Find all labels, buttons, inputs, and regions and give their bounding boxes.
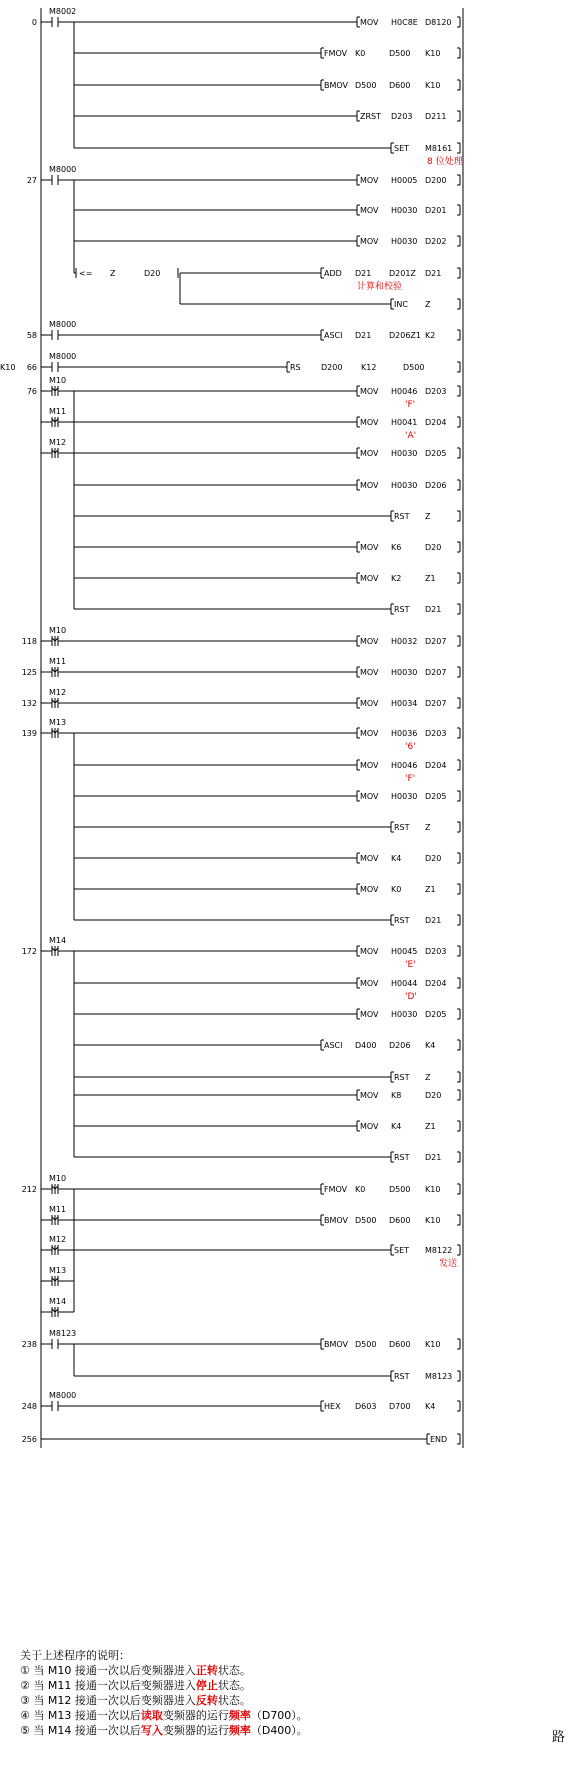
compare-operator: <= (79, 269, 93, 278)
instruction-operand: D201 (425, 206, 447, 215)
step-number: 0 (31, 18, 37, 27)
contact-label: M12 (49, 438, 67, 447)
instruction-operand: Z (425, 823, 431, 832)
instruction-mnemonic: MOV (360, 1010, 379, 1019)
note-text: （D400）。 (250, 1724, 308, 1737)
instruction-operand: D500 (355, 1340, 377, 1349)
instruction-mnemonic: MOV (360, 574, 379, 583)
instruction-operand: H0030 (391, 449, 418, 458)
instruction-operand: M8122 (425, 1246, 453, 1255)
instruction-mnemonic: FMOV (324, 1185, 348, 1194)
instruction-operand: D204 (425, 418, 447, 427)
contact-label: M13 (49, 718, 67, 727)
instruction-mnemonic: MOV (360, 481, 379, 490)
contact-label: M11 (49, 407, 67, 416)
instruction-mnemonic: MOV (360, 792, 379, 801)
contact-label: M8000 (49, 165, 77, 174)
instruction-operand: H0046 (391, 761, 418, 770)
annotation-note: 'F' (405, 400, 416, 410)
note-highlight: 频率 (228, 1709, 251, 1722)
note-line (20, 1693, 560, 1708)
note-line (20, 1708, 560, 1723)
instruction-mnemonic: BMOV (324, 81, 349, 90)
note-text: ② 当 M11 接通一次以后变频器进入 (20, 1679, 196, 1692)
annotation-note: 8 位处理 (427, 157, 463, 167)
instruction-operand: Z1 (425, 574, 436, 583)
instruction-operand: D203 (425, 947, 447, 956)
instruction-mnemonic: MOV (360, 761, 379, 770)
instruction-operand: Z (425, 1073, 431, 1082)
instruction-operand: Z1 (425, 885, 436, 894)
instruction-mnemonic: ASCI (324, 1041, 343, 1050)
instruction-operand: H0030 (391, 668, 418, 677)
instruction-mnemonic: SET (394, 1246, 410, 1255)
contact-label: M8123 (49, 1329, 77, 1338)
instruction-mnemonic: MOV (360, 1091, 379, 1100)
instruction-operand: D20 (425, 1091, 442, 1100)
instruction-operand: H0032 (391, 637, 418, 646)
note-highlight: 反转 (195, 1694, 218, 1707)
step-number: 66 (26, 363, 37, 372)
instruction-mnemonic: MOV (360, 979, 379, 988)
instruction-mnemonic: MOV (360, 543, 379, 552)
instruction-operand: D603 (355, 1402, 377, 1411)
instruction-mnemonic: ZRST (360, 112, 382, 121)
step-number: 132 (21, 699, 37, 708)
note-highlight: 频率 (228, 1724, 251, 1737)
instruction-operand: D21 (425, 605, 442, 614)
notes-list (20, 1663, 560, 1738)
step-number: 125 (21, 668, 37, 677)
instruction-mnemonic: MOV (360, 637, 379, 646)
contact-label: M13 (49, 1266, 67, 1275)
instruction-operand: D204 (425, 761, 447, 770)
instruction-mnemonic: RST (394, 823, 410, 832)
instruction-mnemonic: MOV (360, 18, 379, 27)
step-number: 212 (21, 1185, 37, 1194)
instruction-operand: H0C8E (391, 18, 418, 27)
instruction-operand: K10 (425, 1340, 441, 1349)
instruction-operand: M8123 (425, 1372, 453, 1381)
instruction-mnemonic: ASCI (324, 331, 343, 340)
instruction-mnemonic: RST (394, 1372, 410, 1381)
instruction-operand: K6 (391, 543, 402, 552)
instruction-operand: H0041 (391, 418, 418, 427)
instruction-operand: H0030 (391, 1010, 418, 1019)
instruction-operand: D211 (425, 112, 447, 121)
instruction-operand: H0046 (391, 387, 418, 396)
instruction-mnemonic: SET (394, 144, 410, 153)
annotation-note: 'F' (405, 774, 416, 784)
instruction-operand: D600 (389, 81, 411, 90)
instruction-operand: K10 (0, 363, 16, 372)
note-text: 变频器的运行 (162, 1724, 229, 1737)
annotation-note: 发送 (439, 1259, 458, 1269)
note-highlight: 写入 (140, 1724, 163, 1737)
step-number: 238 (21, 1340, 37, 1349)
note-text: ③ 当 M12 接通一次以后变频器进入 (20, 1694, 196, 1707)
contact-label: M10 (49, 376, 67, 385)
instruction-mnemonic: MOV (360, 418, 379, 427)
instruction-mnemonic: FMOV (324, 49, 348, 58)
instruction-mnemonic: MOV (360, 699, 379, 708)
step-number: 248 (21, 1402, 37, 1411)
step-number: 27 (26, 176, 37, 185)
instruction-operand: D500 (403, 363, 425, 372)
instruction-operand: D400 (355, 1041, 377, 1050)
instruction-mnemonic: RST (394, 916, 410, 925)
instruction-operand: D700 (389, 1402, 411, 1411)
instruction-operand: D20 (425, 854, 442, 863)
instruction-operand: D207 (425, 699, 447, 708)
instruction-operand: D21 (355, 269, 372, 278)
instruction-operand: K12 (361, 363, 377, 372)
instruction-operand: H0034 (391, 699, 418, 708)
instruction-operand: K0 (355, 1185, 366, 1194)
instruction-operand: K10 (425, 1185, 441, 1194)
compare-operand: D20 (144, 269, 161, 278)
instruction-operand: K4 (391, 854, 402, 863)
contact-label: M8000 (49, 1391, 77, 1400)
instruction-operand: K10 (425, 49, 441, 58)
instruction-mnemonic: RS (290, 363, 301, 372)
compare-operand: Z (110, 269, 116, 278)
note-line (20, 1663, 560, 1678)
instruction-operand: D201Z (389, 269, 416, 278)
annotation-note: '6' (405, 742, 416, 752)
instruction-mnemonic: MOV (360, 885, 379, 894)
step-number: 76 (26, 387, 37, 396)
instruction-operand: D21 (425, 1153, 442, 1162)
instruction-mnemonic: RST (394, 605, 410, 614)
note-text: （D700）。 (250, 1709, 308, 1722)
instruction-operand: K4 (391, 1122, 402, 1131)
instruction-mnemonic: END (430, 1435, 448, 1444)
contact-label: M12 (49, 688, 67, 697)
instruction-mnemonic: MOV (360, 854, 379, 863)
instruction-mnemonic: ADD (324, 269, 342, 278)
instruction-mnemonic: BMOV (324, 1340, 349, 1349)
contact-label: M14 (49, 1297, 67, 1306)
instruction-operand: D500 (355, 1216, 377, 1225)
instruction-operand: D8120 (425, 18, 452, 27)
note-text: 状态。 (217, 1664, 251, 1677)
contact-label: M11 (49, 657, 67, 666)
instruction-operand: D207 (425, 668, 447, 677)
note-text: ① 当 M10 接通一次以后变频器进入 (20, 1664, 196, 1677)
instruction-mnemonic: MOV (360, 668, 379, 677)
instruction-operand: H0045 (391, 947, 418, 956)
instruction-operand: D205 (425, 792, 447, 801)
program-notes (20, 1648, 560, 1738)
instruction-operand: D200 (425, 176, 447, 185)
instruction-mnemonic: MOV (360, 947, 379, 956)
instruction-operand: Z (425, 300, 431, 309)
instruction-operand: K8 (391, 1091, 402, 1100)
step-number: 58 (26, 331, 37, 340)
instruction-mnemonic: RST (394, 1073, 410, 1082)
note-highlight: 停止 (195, 1679, 218, 1692)
instruction-operand: K0 (355, 49, 366, 58)
contact-label: M8000 (49, 320, 77, 329)
instruction-operand: D206 (389, 1041, 411, 1050)
instruction-operand: D206 (425, 481, 447, 490)
instruction-operand: D207 (425, 637, 447, 646)
instruction-operand: D500 (389, 49, 411, 58)
instruction-mnemonic: MOV (360, 729, 379, 738)
instruction-mnemonic: RST (394, 1153, 410, 1162)
contact-label: M14 (49, 936, 67, 945)
step-number: 118 (21, 637, 37, 646)
instruction-operand: K0 (391, 885, 402, 894)
instruction-operand: D203 (425, 729, 447, 738)
instruction-mnemonic: HEX (324, 1402, 341, 1411)
instruction-operand: M8161 (425, 144, 453, 153)
instruction-operand: H0030 (391, 792, 418, 801)
instruction-mnemonic: MOV (360, 449, 379, 458)
contact-label: M10 (49, 1174, 67, 1183)
instruction-operand: H0030 (391, 206, 418, 215)
contact-label: M8002 (49, 7, 77, 16)
instruction-operand: D21 (425, 916, 442, 925)
instruction-mnemonic: MOV (360, 206, 379, 215)
instruction-operand: H0030 (391, 237, 418, 246)
note-line (20, 1678, 560, 1693)
instruction-operand: K10 (425, 1216, 441, 1225)
instruction-operand: K2 (391, 574, 402, 583)
step-number: 139 (21, 729, 37, 738)
annotation-note: 'A' (405, 431, 417, 441)
note-line (20, 1723, 560, 1738)
instruction-operand: D203 (391, 112, 413, 121)
instruction-mnemonic: RST (394, 512, 410, 521)
instruction-operand: K2 (425, 331, 436, 340)
signature: 路 (552, 1730, 566, 1745)
instruction-operand: D21 (355, 331, 372, 340)
instruction-operand: D203 (425, 387, 447, 396)
instruction-operand: H0044 (391, 979, 418, 988)
instruction-operand: D205 (425, 449, 447, 458)
instruction-operand: D600 (389, 1216, 411, 1225)
annotation-note: 'D' (405, 992, 417, 1002)
contact-label: M8000 (49, 352, 77, 361)
instruction-operand: D205 (425, 1010, 447, 1019)
note-highlight: 正转 (195, 1664, 218, 1677)
instruction-mnemonic: INC (394, 300, 408, 309)
instruction-operand: D204 (425, 979, 447, 988)
note-highlight: 读取 (140, 1709, 163, 1722)
instruction-operand: K10 (425, 81, 441, 90)
instruction-operand: D202 (425, 237, 447, 246)
instruction-operand: H0030 (391, 481, 418, 490)
instruction-operand: D500 (389, 1185, 411, 1194)
instruction-mnemonic: MOV (360, 176, 379, 185)
note-text: 变频器的运行 (162, 1709, 229, 1722)
instruction-operand: D500 (355, 81, 377, 90)
note-text: ④ 当 M13 接通一次以后 (20, 1709, 141, 1722)
instruction-mnemonic: MOV (360, 237, 379, 246)
instruction-operand: D200 (321, 363, 343, 372)
step-number: 172 (21, 947, 37, 956)
instruction-operand: D600 (389, 1340, 411, 1349)
instruction-operand: K4 (425, 1402, 436, 1411)
contact-label: M12 (49, 1235, 67, 1244)
instruction-operand: Z (425, 512, 431, 521)
step-number: 256 (21, 1435, 37, 1444)
instruction-operand: Z1 (425, 1122, 436, 1131)
annotation-note: 计算和校验 (357, 282, 403, 292)
instruction-operand: K4 (425, 1041, 436, 1050)
note-text: ⑤ 当 M14 接通一次以后 (20, 1724, 141, 1737)
instruction-operand: H0005 (391, 176, 418, 185)
instruction-operand: D20 (425, 543, 442, 552)
note-text: 状态。 (217, 1694, 251, 1707)
instruction-operand: H0036 (391, 729, 418, 738)
contact-label: M11 (49, 1205, 67, 1214)
contact-label: M10 (49, 626, 67, 635)
instruction-operand: D206Z1 (389, 331, 421, 340)
notes-title: 关于上述程序的说明： (20, 1649, 130, 1662)
instruction-mnemonic: MOV (360, 387, 379, 396)
instruction-mnemonic: BMOV (324, 1216, 349, 1225)
annotation-note: 'E' (405, 960, 416, 970)
instruction-operand: D21 (425, 269, 442, 278)
instruction-mnemonic: MOV (360, 1122, 379, 1131)
note-text: 状态。 (217, 1679, 251, 1692)
